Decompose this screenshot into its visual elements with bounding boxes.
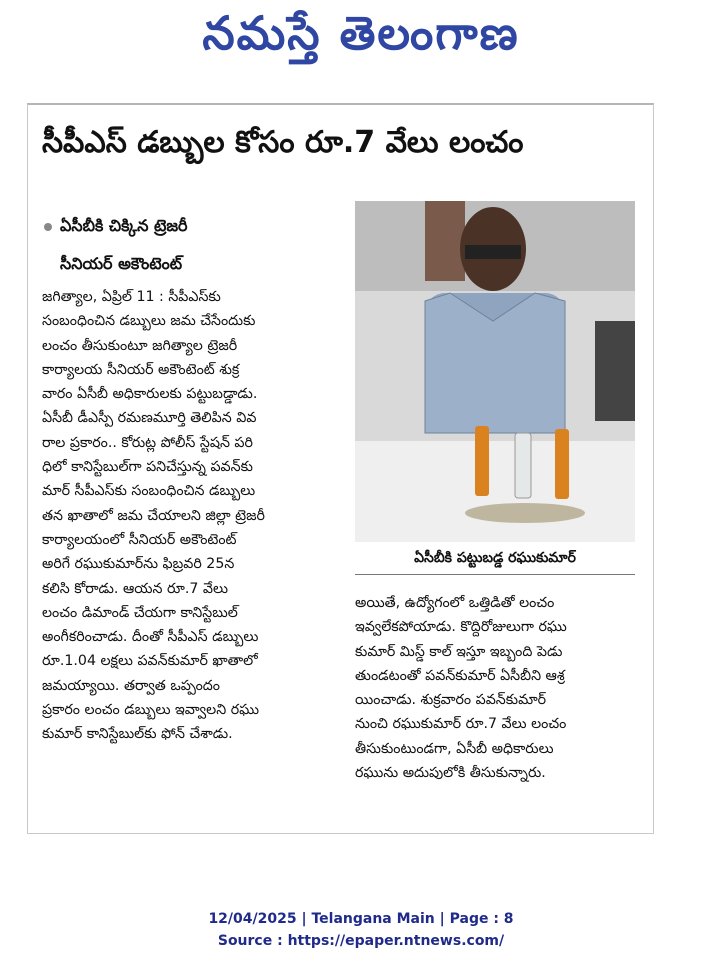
page-footer [0,908,722,952]
subhead-line-1: ఏసీబీకి చిక్కిన ట్రెజరీ [60,216,188,235]
body-line: ఏసీబీ డీఎస్పీ రమణమూర్తి తెలిపిన వివ [42,410,257,427]
body-line: సంబంధించిన డబ్బులు జమ చేసేందుకు [42,313,256,330]
body-line: మార్ సీపీఎస్‌కు సంబంధించిన డబ్బులు [42,483,256,500]
body-line: తన ఖాతాలో జమ చేయాలని జిల్లా ట్రెజరీ [42,507,265,524]
body-line: కార్యాలయ సీనియర్ అకౌంటెంట్ శుక్ర [42,361,240,378]
article-subhead [44,207,188,283]
news-photo [355,201,635,542]
body-line: లంచం డిమాండ్ చేయగా కానిస్టేబుల్ [42,604,238,621]
body-line: తీసుకుంటుండగా, ఏసీబీ అధికారులు [355,740,554,757]
body-line: కార్యాలయంలో సీనియర్ అకౌంటెంట్ [42,531,237,548]
body-line: యించాడు. శుక్రవారం పవన్‌కుమార్ [355,692,547,709]
body-line: రూ.1.04 లక్షలు పవన్‌కుమార్ ఖాతాలో [42,653,258,670]
body-line: నుంచి రఘుకుమార్ రూ.7 వేలు లంచం [355,716,567,733]
body-line: అయితే, ఉద్యోగంలో ఒత్తిడితో లంచం [355,595,555,611]
footer-edition-info: 12/04/2025 | Telangana Main | Page : 8 [208,911,514,927]
subhead-line-2: సీనియర్ అకౌంటెంట్ [60,254,183,273]
body-line: ప్రకారం లంచం డబ్బులు ఇవ్వాలని రఘు [42,702,260,719]
photo-illustration [355,201,635,542]
body-line: ఇవ్వలేకపోయాడు. కొద్దిరోజులుగా రఘు [355,619,567,636]
body-line: కుమార్ మిస్డ్ కాల్ ఇస్తూ ఇబ్బంది పెడు [355,643,563,660]
body-line: అంగీకరించాడు. దీంతో సీపీఎస్ డబ్బులు [42,629,259,646]
article-headline: సీపీఎస్ డబ్బుల కోసం రూ.7 వేలు లంచం [42,125,524,160]
article-body-left-column [42,285,327,747]
body-line: తుండటంతో పవన్‌కుమార్ ఏసీబీని ఆశ్ర [355,667,565,684]
body-line: జమయ్యాయి. తర్వాత ఒప్పందం [42,677,220,694]
article-body-right-column [355,591,640,785]
body-line: కలిసి కోరాడు. ఆయన రూ.7 వేలు [42,580,228,597]
photo-caption: ఏసీబీకి పట్టుబడ్డ రఘుకుమార్ [355,542,635,575]
body-line: కుమార్ కానిస్టేబుల్‌కు ఫోన్ చేశాడు. [42,726,233,743]
body-line: రఘును అదుపులోకి తీసుకున్నారు. [355,765,546,782]
body-line: వారం ఏసీబీ అధికారులకు పట్టుబడ్డాడు. [42,386,258,403]
newspaper-masthead: నమస్తే తెలంగాణ [202,6,520,60]
body-line: అరిగే రఘుకుమార్‌ను ఫిబ్రవరి 25న [42,556,235,573]
news-article-card [27,103,654,834]
body-line: లంచం తీసుకుంటూ జగిత్యాల ట్రెజరీ [42,337,238,354]
body-line: రాల ప్రకారం.. కోరుట్ల పోలీస్ స్టేషన్ పరి [42,434,253,451]
body-line: ధిలో కానిస్టేబుల్‌గా పనిచేస్తున్న పవన్‌కు [42,459,253,476]
footer-source-link[interactable]: Source : https://epaper.ntnews.com/ [217,933,505,949]
bullet-icon [44,223,52,231]
body-line: జగిత్యాల, ఏప్రిల్ 11 : సీపీఎస్‌కు [42,289,221,305]
